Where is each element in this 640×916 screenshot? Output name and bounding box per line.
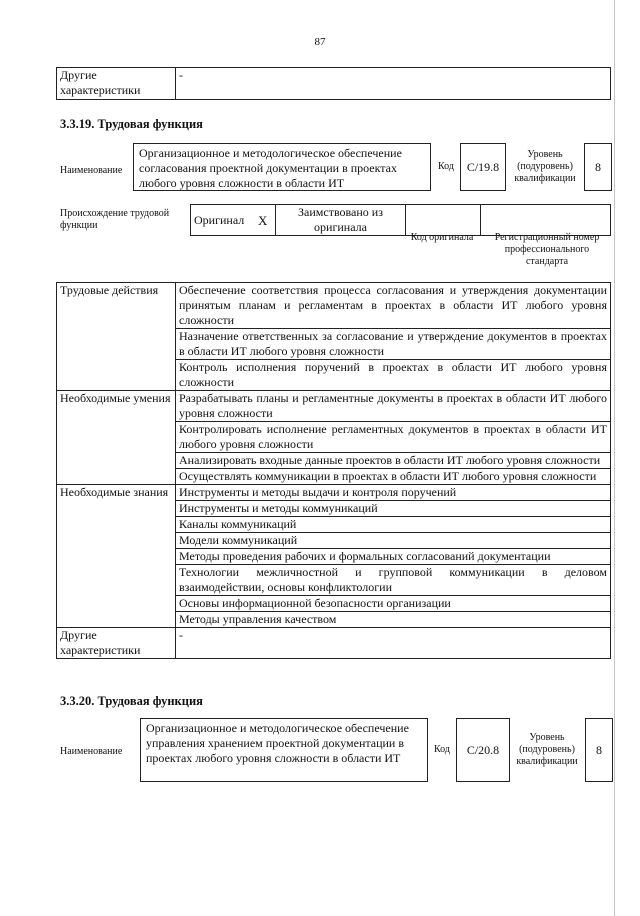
level-value-box [584,143,612,191]
table-row [57,485,611,501]
code-value-box-2 [456,718,510,782]
row-item: Инструменты и методы выдачи и контроля поручений [176,485,611,501]
code-value-2: C/20.8 [466,743,500,757]
original-label: Оригинал [191,205,251,236]
name-label-2: Наименование [60,746,123,757]
row-item: Инструменты и методы коммуникаций [176,501,611,517]
top-characteristics-label: Другие характеристики [57,68,176,100]
row-item: Каналы коммуникаций [176,517,611,533]
level-value-box-2 [585,718,613,782]
top-characteristics-table [56,67,611,100]
level-value: 8 [595,160,601,174]
row-group-label: Необходимые знания [57,485,176,628]
function-name-text: Организационное и методологическое обеспечение согласования проектной документации в проектах любого уровня сложности в области ИТ [139,146,402,190]
row-item: Технологии межличностной и групповой коммуникации в деловом взаимодействии, основы конфликтологии [176,565,611,596]
level-label-2: Уровень (подуровень) квалификации [516,732,578,767]
main-function-table [56,282,611,659]
table-row [57,391,611,422]
section-title-3-3-20: 3.3.20. Трудовая функция [60,694,203,708]
function-name-text-2: Организационное и методологическое обеспечение управления хранением проектной документации в проектах любого уровня сложности в области ИТ [146,721,409,765]
table-row [57,628,611,659]
row-item: Основы информационной безопасности организации [176,596,611,612]
code-label: Код [438,161,454,172]
code-original-label: Код оригинала [410,232,474,243]
scan-edge-line [614,0,615,916]
original-mark: X [251,205,276,236]
row-item: Контроль исполнения поручений в проектах в области ИТ любого уровня сложности [176,360,611,391]
level-value-2: 8 [596,743,602,757]
reg-number-label: Регистрационный номер профессионального стандарта [494,232,600,267]
reg-number-cell [481,205,611,236]
origin-label: Происхождение трудовой функции [60,208,170,231]
table-row [57,283,611,329]
row-item: Назначение ответственных за согласование и утверждение документов в проектах в области ИТ любого уровня сложности [176,329,611,360]
row-group-label: Трудовые действия [57,283,176,391]
row-item: Контролировать исполнение регламентных документов в проектах в области ИТ любого уровня сложности [176,422,611,453]
name-label: Наименование [60,165,123,176]
page-number: 87 [314,36,326,48]
code-label-2: Код [434,744,450,755]
level-label: Уровень (подуровень) квалификации [514,149,576,184]
row-item: Разрабатывать планы и регламентные документы в проектах в области ИТ любого уровня сложности [176,391,611,422]
function-name-box-2 [140,718,428,782]
top-characteristics-value: - [176,68,611,100]
row-item: Методы проведения рабочих и формальных согласований документации [176,549,611,565]
code-value-box [460,143,506,191]
section-title-3-3-19: 3.3.19. Трудовая функция [60,117,203,131]
borrowed-label: Заимствовано из оригинала [276,205,406,236]
row-item: Анализировать входные данные проектов в области ИТ любого уровня сложности [176,453,611,469]
row-item: Модели коммуникаций [176,533,611,549]
function-name-box [133,143,431,191]
row-item: - [176,628,611,659]
row-group-label: Необходимые умения [57,391,176,485]
row-item: Обеспечение соответствия процесса согласования и утверждения документации принятым планам и регламентам в проектах в области ИТ любого уровня сложности [176,283,611,329]
code-value: C/19.8 [466,160,500,174]
code-original-cell [406,205,481,236]
row-item: Осуществлять коммуникации в проектах в области ИТ любого уровня сложности [176,469,611,485]
row-item: Методы управления качеством [176,612,611,628]
row-group-label: Другие характеристики [57,628,176,659]
